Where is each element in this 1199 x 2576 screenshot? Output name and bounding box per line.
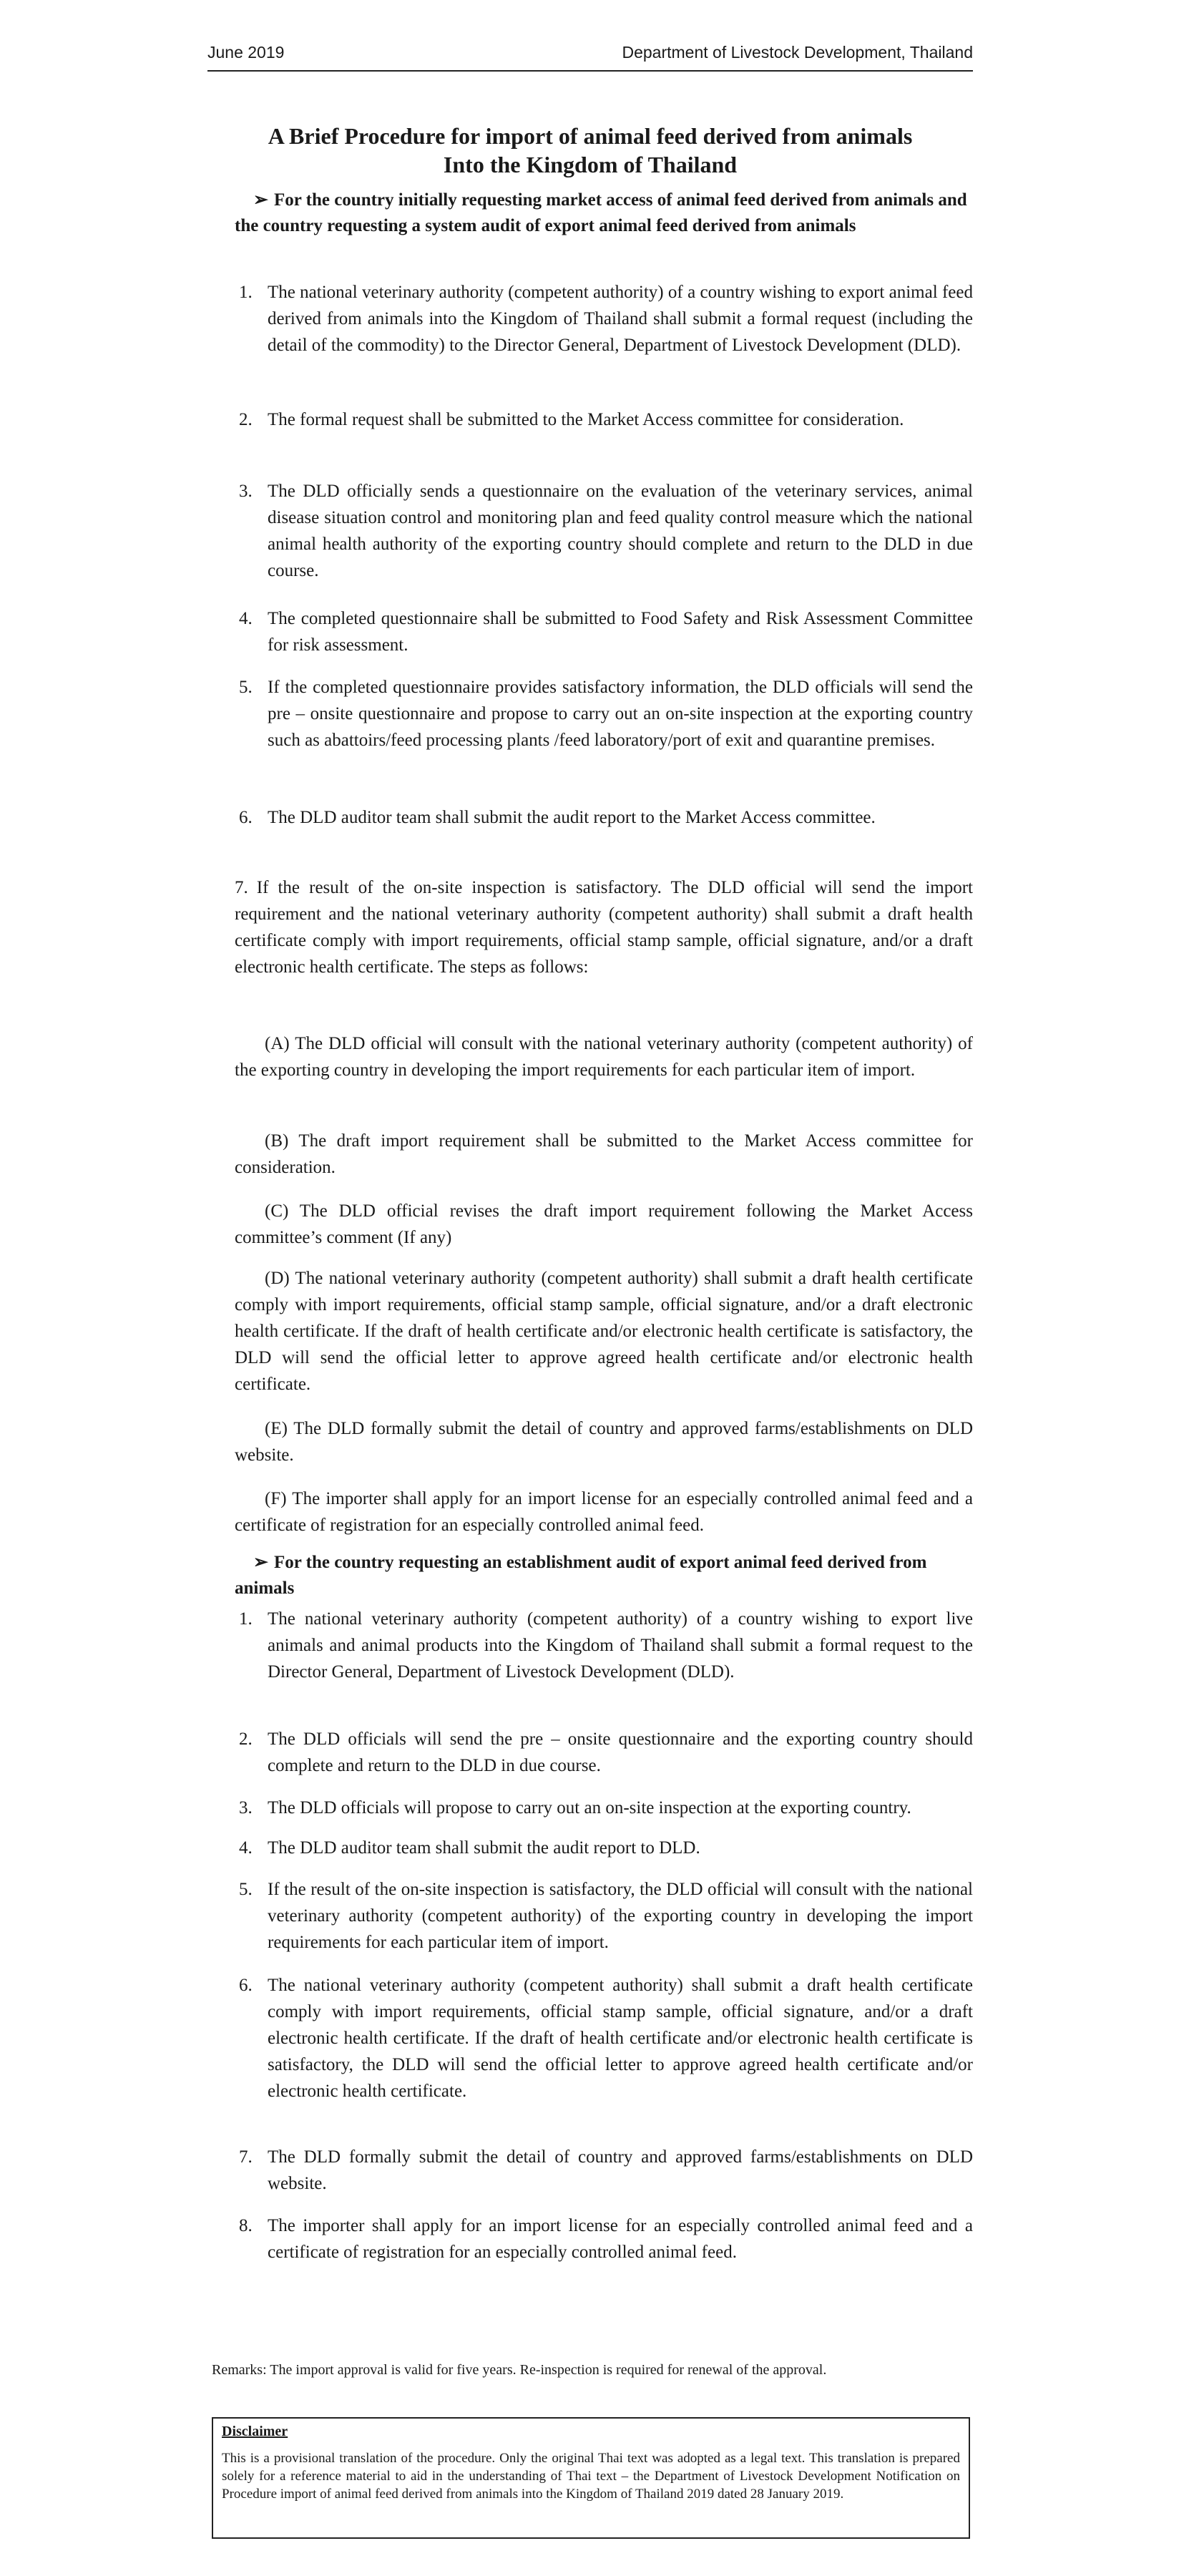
item-text: The DLD auditor team shall submit the audit report to the Market Access committee. <box>268 808 876 827</box>
page-header <box>207 40 973 72</box>
disclaimer-heading: Disclaimer <box>222 2424 288 2439</box>
item-number: 1. <box>239 1609 253 1629</box>
item-text: The formal request shall be submitted to the Market Access committee for consideration. <box>268 410 904 429</box>
section-2-item-2 <box>235 1726 973 1779</box>
section-1-sub-f <box>235 1485 973 1538</box>
header-date: June 2019 <box>207 43 285 62</box>
item-text: The national veterinary authority (competent authority) of a country wishing to export animal feed derived from animals into the Kingdom of Thailand shall submit a formal request (including the detail of the commodity) to the Director General, Department of Livestock Development (DLD). <box>268 283 973 355</box>
remarks-text: Remarks: The import approval is valid for five years. Re-inspection is required for renewal of the approval. <box>212 2362 827 2378</box>
section-1-sub-b <box>235 1128 973 1181</box>
item-text: The DLD officials will propose to carry out an on-site inspection at the exporting country. <box>268 1798 911 1818</box>
document-title <box>207 122 973 179</box>
section-1-sub-e <box>235 1415 973 1468</box>
sub-item-text: (B) The draft import requirement shall be submitted to the Market Access committee for consideration. <box>235 1131 973 1177</box>
item-text: The DLD officially sends a questionnaire on the evaluation of the veterinary services, animal disease situation control and monitoring plan and feed quality control measure which the national animal health authority of the exporting country should complete and return to the DLD in due course. <box>268 482 973 580</box>
section-1-item-3 <box>235 478 973 584</box>
section-2-item-1 <box>235 1606 973 1685</box>
item-text: The national veterinary authority (competent authority) of a country wishing to export live animals and animal products into the Kingdom of Thailand shall submit a formal request to the Director General, Department of Livestock Development (DLD). <box>268 1609 973 1682</box>
section-1-sub-c <box>235 1198 973 1251</box>
section-1-item-1 <box>235 279 973 358</box>
item-number: 6. <box>239 808 253 827</box>
item-number: 3. <box>239 1798 253 1818</box>
title-line-1: A Brief Procedure for import of animal feed derived from animals <box>268 123 913 149</box>
item-text: If the result of the on-site inspection is satisfactory, the DLD official will consult with the national veterinary authority (competent authority) of the exporting country in developing the import requirements for each particular item of import. <box>268 1880 973 1952</box>
item-number: 8. <box>239 2216 253 2235</box>
sub-item-text: (A) The DLD official will consult with the national veterinary authority (competent authority) of the exporting country in developing the import requirements for each particular item of import. <box>235 1034 973 1080</box>
item-number: 2. <box>239 1729 253 1749</box>
sub-item-text: (F) The importer shall apply for an import license for an especially controlled animal feed and a certificate of registration for an especially controlled animal feed. <box>235 1489 973 1535</box>
item-number: 6. <box>239 1976 253 1995</box>
section-1-item-7 <box>235 874 973 980</box>
section-1-sub-a <box>235 1030 973 1083</box>
disclaimer-box <box>212 2417 970 2539</box>
title-line-2: Into the Kingdom of Thailand <box>443 152 738 177</box>
sub-item-text: (C) The DLD official revises the draft import requirement following the Market Access committee’s comment (If any) <box>235 1201 973 1247</box>
item-text: The importer shall apply for an import license for an especially controlled animal feed and a certificate of registration for an especially controlled animal feed. <box>268 2216 973 2262</box>
section-1-heading-text: For the country initially requesting market access of animal feed derived from animals and the country requesting a system audit of export animal feed derived from animals <box>235 190 967 235</box>
sub-item-text: (E) The DLD formally submit the detail of country and approved farms/establishments on DLD website. <box>235 1419 973 1465</box>
item-number: 7. <box>235 878 248 897</box>
section-2-item-5 <box>235 1876 973 1956</box>
item-text: The DLD auditor team shall submit the audit report to DLD. <box>268 1838 700 1858</box>
item-text: If the completed questionnaire provides satisfactory information, the DLD officials will send the pre – onsite questionnaire and propose to carry out an on-site inspection at the exporting country such as abattoirs/feed processing plants /feed laboratory/port of exit and quarantine premises. <box>268 678 973 750</box>
section-2-heading-text: For the country requesting an establishment audit of export animal feed derived from animals <box>235 1553 927 1598</box>
item-number: 5. <box>239 678 253 697</box>
section-2-item-3 <box>235 1795 973 1821</box>
section-2-item-8 <box>235 2212 973 2265</box>
sub-item-text: (D) The national veterinary authority (competent authority) shall submit a draft health certificate comply with import requirements, official stamp sample, official signature, and/or a draft electronic health certificate. If the draft of health certificate and/or electronic health certificate is satisfactory, the DLD will send the official letter to approve agreed health certificate and/or electronic health certificate. <box>235 1269 973 1394</box>
item-text: The national veterinary authority (competent authority) shall submit a draft health certificate comply with import requirements, official stamp sample, official signature, and/or a draft electronic health certificate. If the draft of health certificate and/or electronic health certificate is satisfactory, the DLD will send the official letter to approve agreed health certificate and/or electronic health certificate. <box>268 1976 973 2101</box>
section-1-item-4 <box>235 605 973 658</box>
item-number: 1. <box>239 283 253 302</box>
item-number: 4. <box>239 1838 253 1858</box>
item-number: 7. <box>239 2147 253 2167</box>
section-1-sub-d <box>235 1265 973 1397</box>
arrow-bullet-icon: ➢ <box>253 190 268 210</box>
section-1-heading <box>235 187 973 239</box>
arrow-bullet-icon: ➢ <box>253 1553 268 1572</box>
disclaimer-text: This is a provisional translation of the procedure. Only the original Thai text was adopted as a legal text. This translation is prepared solely for a reference material to aid in the understanding of Thai text – the Department of Livestock Development Notification on Procedure import of animal feed derived from animals into the Kingdom of Thailand 2019 dated 28 January 2019. <box>222 2451 960 2502</box>
section-2-item-7 <box>235 2144 973 2197</box>
item-text: The DLD formally submit the detail of country and approved farms/establishments on DLD website. <box>268 2147 973 2193</box>
item-number: 5. <box>239 1880 253 1899</box>
header-department: Department of Livestock Development, Thailand <box>622 43 973 62</box>
section-2-heading <box>235 1550 973 1601</box>
item-text: The completed questionnaire shall be submitted to Food Safety and Risk Assessment Committee for risk assessment. <box>268 609 973 655</box>
item-number: 3. <box>239 482 253 501</box>
item-text: The DLD officials will send the pre – onsite questionnaire and the exporting country should complete and return to the DLD in due course. <box>268 1729 973 1775</box>
section-1-item-5 <box>235 674 973 753</box>
item-text: If the result of the on-site inspection is satisfactory. The DLD official will send the import requirement and the national veterinary authority (competent authority) shall submit a draft health certificate comply with import requirements, official stamp sample, official signature, and/or a draft electronic health certificate. The steps as follows: <box>235 878 973 977</box>
section-2-item-6 <box>235 1972 973 2104</box>
section-2-item-4 <box>235 1835 973 1861</box>
item-number: 2. <box>239 410 253 429</box>
item-number: 4. <box>239 609 253 628</box>
section-1-item-6 <box>235 804 973 831</box>
section-1-item-2 <box>235 406 973 433</box>
